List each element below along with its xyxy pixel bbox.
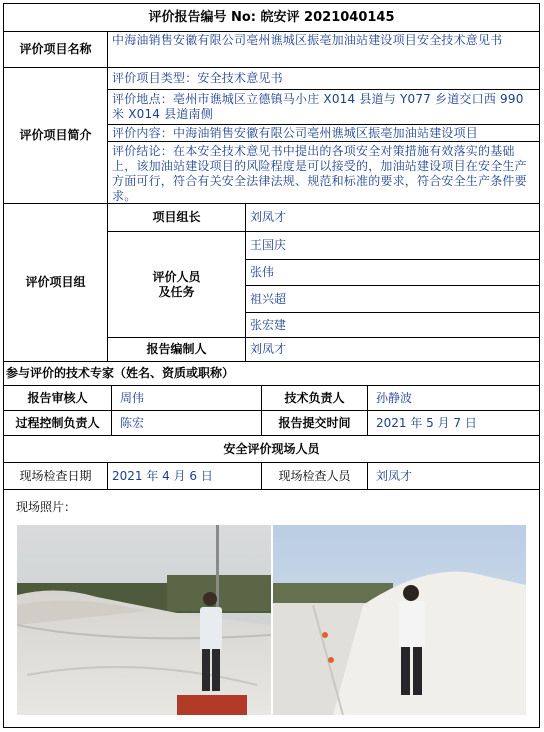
site-photo-right: [273, 525, 526, 715]
evaluation-report-sheet: [3, 3, 540, 728]
team-leader-value: 刘凤才: [250, 210, 287, 224]
onsite-staff-title: 安全评价现场人员: [223, 441, 320, 456]
report-compiler-label: 报告编制人: [146, 342, 207, 356]
project-name-label: 评价项目名称: [19, 42, 92, 56]
team-member: 王国庆: [250, 238, 287, 252]
process-control-value: 陈宏: [120, 415, 145, 430]
report-number-label: 评价报告编号 No:: [148, 10, 261, 25]
technical-lead-label: 技术负责人: [284, 390, 345, 405]
inspector-value: 刘凤才: [376, 468, 413, 483]
project-name-value: 中海油销售安徽有限公司亳州谯城区振亳加油站建设项目安全技术意见书: [112, 33, 503, 47]
project-type: 评价项目类型：安全技术意见书: [112, 71, 283, 85]
site-photo-left: [17, 525, 271, 715]
report-number-header: [4, 4, 539, 31]
report-reviewer-value: 周伟: [120, 390, 145, 405]
inspection-date-value: 2021 年 4 月 6 日: [112, 468, 213, 483]
report-number-value: 皖安评 2021040145: [260, 10, 395, 25]
process-control-label: 过程控制负责人: [15, 415, 100, 430]
report-reviewer-label: 报告审核人: [27, 390, 88, 405]
inspection-date-label: 现场检查日期: [19, 468, 92, 483]
site-photo-left-image: [17, 525, 271, 715]
inspector-label: 现场检查人员: [278, 468, 351, 483]
site-photos-label: 现场照片：: [16, 500, 77, 514]
team-leader-label: 项目组长: [152, 210, 201, 224]
team-members-label-line1: 评价人员: [152, 269, 201, 284]
team-member: 张宏建: [250, 317, 287, 332]
technical-lead-value: 孙静波: [376, 390, 413, 405]
project-conclusion: 评价结论：在本安全技术意见书中提出的各项安全对策措施有效落实的基础上，该加油站建设项目的风险程度是可以接受的，加油站建设项目在安全生产方面可行，符合有关安全法律法规、规范和标准的要求，符合安全生产条件要求。: [112, 144, 527, 203]
team-members-label-line2: 及任务: [158, 284, 195, 299]
submit-date-label: 报告提交时间: [278, 415, 351, 430]
submit-date-value: 2021 年 5 月 7 日: [376, 415, 477, 430]
team-member: 祖兴超: [250, 291, 287, 306]
project-location: 评价地点：亳州市谯城区立德镇马小庄 X014 县道与 Y077 乡道交口西 990 米 X014 县道南侧: [112, 92, 524, 121]
team-members-label: [108, 232, 245, 337]
project-content: 评价内容：中海油销售安徽有限公司亳州谯城区振亳加油站建设项目: [112, 126, 479, 140]
site-photo-right-image: [273, 525, 526, 715]
team-member: 张伟: [250, 265, 275, 279]
project-intro-label: 评价项目简介: [19, 128, 92, 142]
project-team-label: 评价项目组: [25, 275, 86, 289]
report-compiler-value: 刘凤才: [250, 342, 287, 356]
technical-experts-label: 参与评价的技术专家（姓名、资质或职称）: [6, 366, 235, 380]
